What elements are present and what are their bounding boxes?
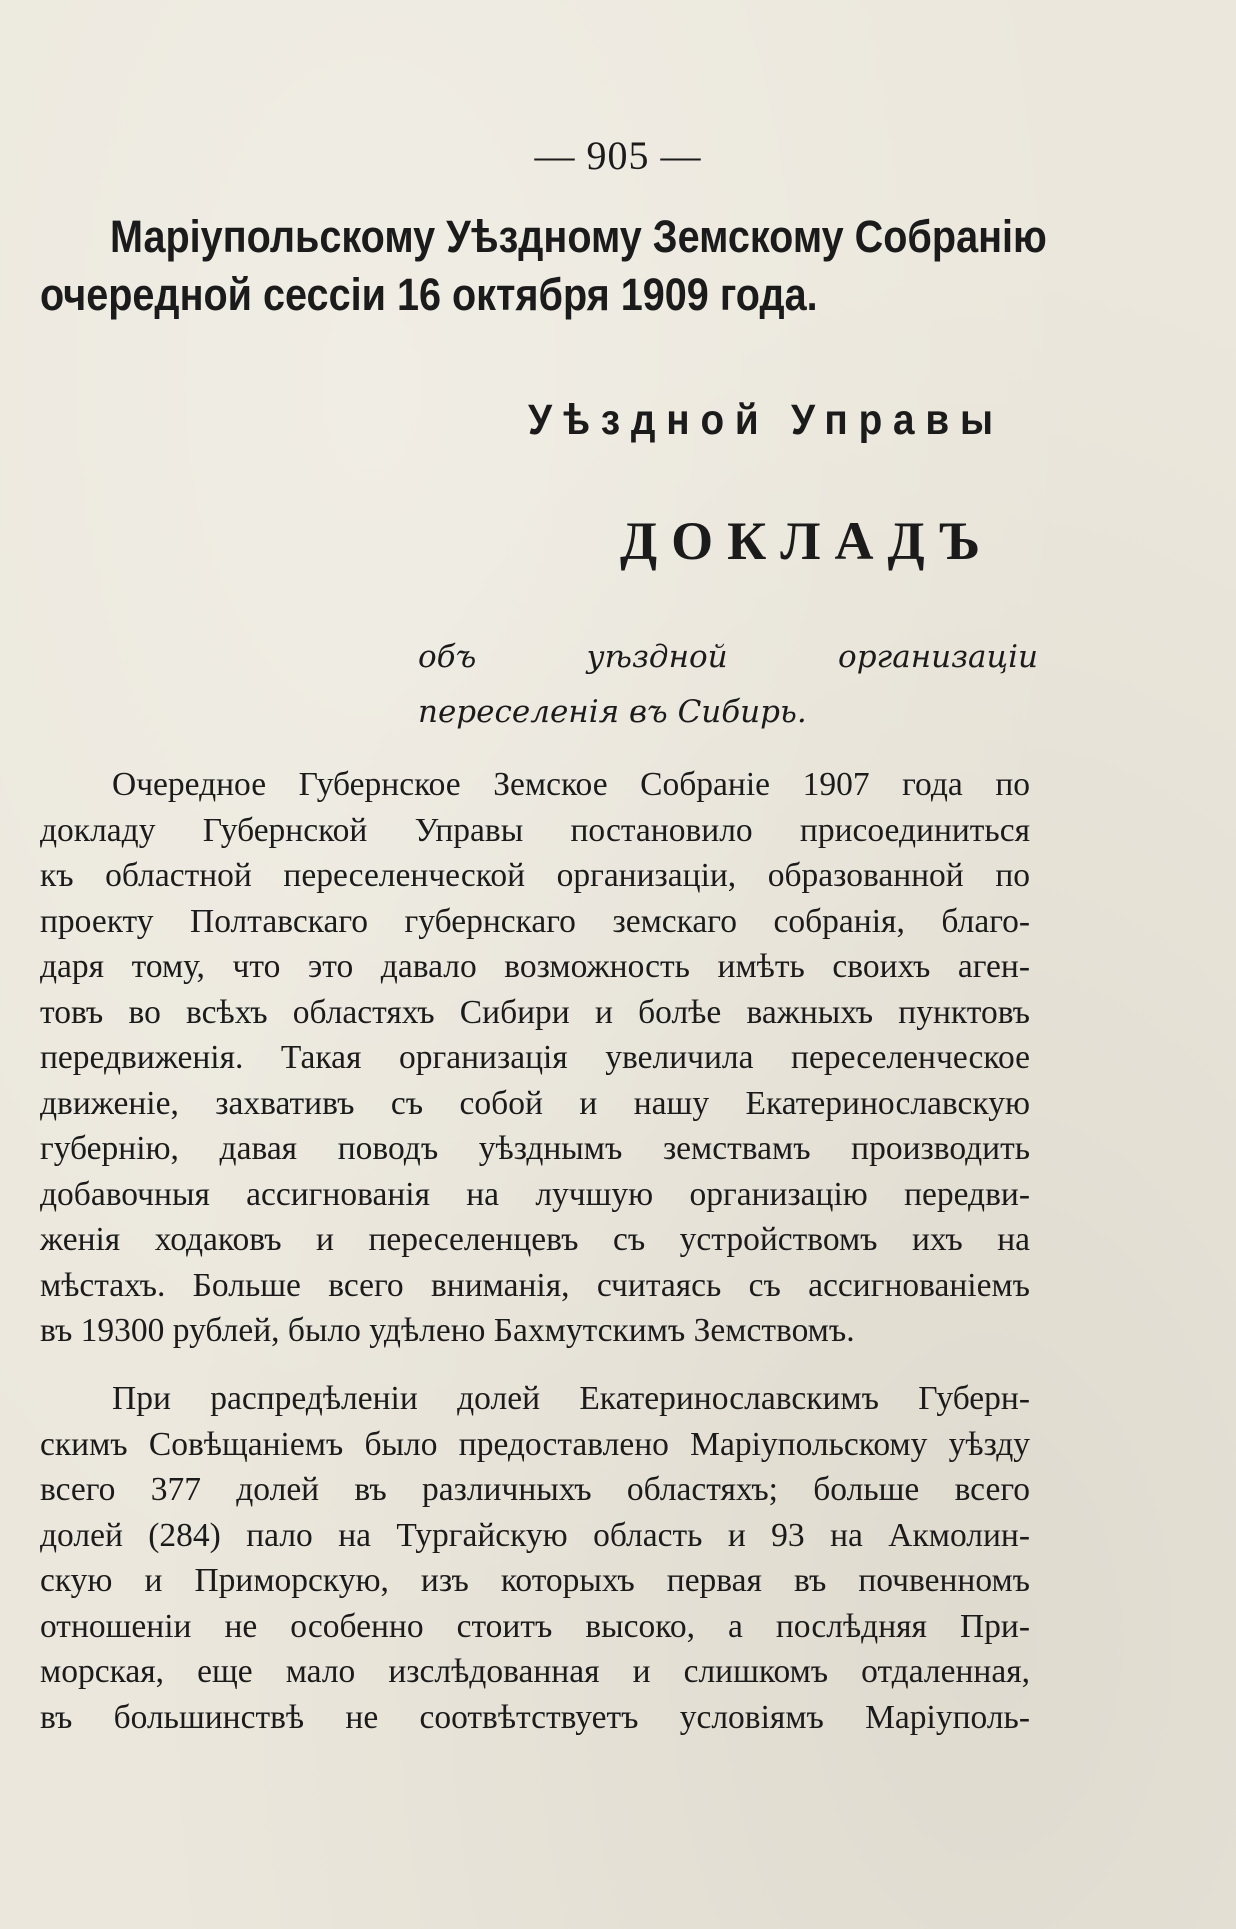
paragraph-line: женія ходаковъ и переселенцевъ съ устройствомъ ихъ на bbox=[40, 1221, 1030, 1258]
paragraph-line: всего 377 долей въ различныхъ областяхъ; больше всего bbox=[40, 1471, 1030, 1508]
paragraph-line: къ областной переселенческой организаціи, образованной по bbox=[40, 857, 1030, 894]
page-number: — 905 — bbox=[534, 133, 702, 178]
paragraph-line: мѣстахъ. Больше всего вниманія, считаясь съ ассигнованіемъ bbox=[40, 1266, 1030, 1304]
paragraph-line: товъ во всѣхъ областяхъ Сибири и болѣе важныхъ пунктовъ bbox=[40, 993, 1030, 1031]
paragraph-line: отношеніи не особенно стоитъ высоко, а послѣдняя При- bbox=[40, 1607, 1030, 1645]
paragraph-line: въ 19300 рублей, было удѣлено Бахмутскимъ Земствомъ. bbox=[40, 1312, 855, 1349]
paragraph-line: даря тому, что это давало возможность имѣть своихъ аген- bbox=[40, 948, 1030, 985]
paragraph-line: въ большинствѣ не соотвѣтствуетъ условіямъ Маріуполь- bbox=[40, 1698, 1030, 1736]
paragraph-line: морская, еще мало изслѣдованная и слишкомъ отдаленная, bbox=[40, 1653, 1030, 1690]
board-title: Уѣздной Управы bbox=[528, 396, 1004, 444]
paragraph-line: губернію, давая поводъ уѣзднымъ земствамъ производить bbox=[40, 1130, 1030, 1167]
paragraph-line: проекту Полтавскаго губернскаго земскаго собранія, благо- bbox=[40, 902, 1030, 940]
paragraph-line: движеніе, захвативъ съ собой и нашу Екатеринославскую bbox=[40, 1084, 1030, 1122]
heading-line-2: очередной сессіи 16 октября 1909 года. bbox=[40, 269, 818, 320]
document-type-title: ДОКЛАДЪ bbox=[620, 511, 995, 571]
report-subject: объ уѣздной организаціи переселенія въ Сибирь. bbox=[418, 639, 1038, 730]
paragraph-line: скимъ Совѣщаніемъ было предоставлено Маріупольскому уѣзду bbox=[40, 1425, 1030, 1463]
paragraph-line: Очередное Губернское Земское Собраніе 1907 года по bbox=[112, 766, 1030, 803]
paragraph-line: докладу Губернской Управы постановило присоединиться bbox=[40, 811, 1030, 849]
paragraph-2 bbox=[40, 1376, 1030, 1740]
paragraph-line: При распредѣленіи долей Екатеринославскимъ Губерн- bbox=[112, 1380, 1030, 1417]
paragraph-line: добавочныя ассигнованія на лучшую организацію передви- bbox=[40, 1175, 1030, 1213]
paragraph-1 bbox=[40, 762, 1030, 1354]
heading-line-1: Маріупольскому Уѣздному Земскому Собранію bbox=[110, 211, 1047, 262]
paragraph-line: долей (284) пало на Тургайскую область и 93 на Акмолин- bbox=[40, 1516, 1030, 1554]
paragraph-line: передвиженія. Такая организація увеличила переселенческое bbox=[40, 1039, 1030, 1076]
paragraph-line: скую и Приморскую, изъ которыхъ первая въ почвенномъ bbox=[40, 1562, 1030, 1599]
